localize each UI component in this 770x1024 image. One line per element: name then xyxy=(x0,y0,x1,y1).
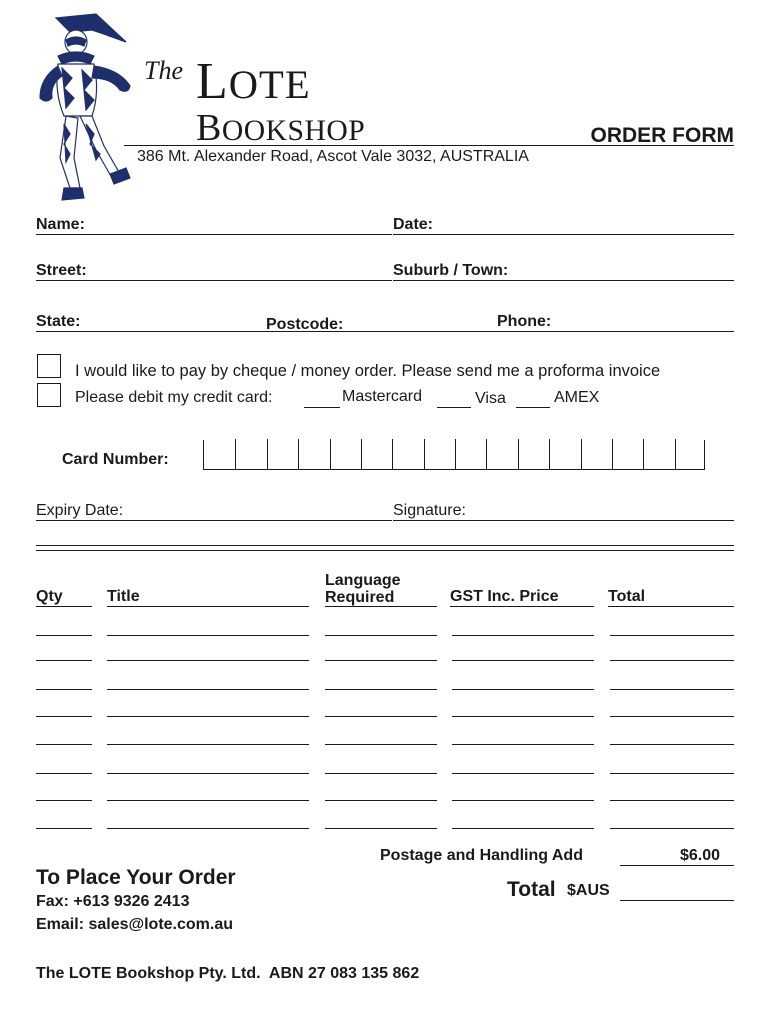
logo-bookshop-initial: B xyxy=(196,107,222,149)
mastercard-blank[interactable] xyxy=(304,407,340,408)
order-qty-field[interactable] xyxy=(36,800,92,801)
name-field[interactable] xyxy=(36,234,392,235)
order-title-field[interactable] xyxy=(107,689,309,690)
state-field[interactable] xyxy=(36,331,262,332)
order-language-field[interactable] xyxy=(325,744,437,745)
card-number-cell-divider xyxy=(675,439,676,469)
suburb-label: Suburb / Town: xyxy=(393,262,509,279)
order-language-field[interactable] xyxy=(325,716,437,717)
signature-label: Signature: xyxy=(393,502,466,519)
suburb-field[interactable] xyxy=(393,280,734,281)
order-price-field[interactable] xyxy=(452,773,594,774)
order-language-field[interactable] xyxy=(325,635,437,636)
price-header-rule xyxy=(450,606,594,607)
language-header-line1: Language xyxy=(325,572,401,589)
order-total-field[interactable] xyxy=(610,773,734,774)
order-total-field[interactable] xyxy=(610,689,734,690)
cheque-checkbox[interactable] xyxy=(37,354,61,378)
order-price-field[interactable] xyxy=(452,744,594,745)
language-header-line2: Required xyxy=(325,589,395,606)
order-total-field[interactable] xyxy=(610,828,734,829)
mastercard-label: Mastercard xyxy=(342,388,423,405)
order-title-field[interactable] xyxy=(107,828,309,829)
order-qty-field[interactable] xyxy=(36,744,92,745)
order-language-field[interactable] xyxy=(325,660,437,661)
order-language-field[interactable] xyxy=(325,689,437,690)
street-label: Street: xyxy=(36,262,87,279)
order-qty-field[interactable] xyxy=(36,828,92,829)
postcode-field[interactable] xyxy=(262,331,498,332)
card-number-cell-divider xyxy=(330,439,331,469)
language-header-rule xyxy=(325,606,437,607)
contact-email: Email: sales@lote.com.au xyxy=(36,916,234,933)
card-number-cell-divider xyxy=(455,439,456,469)
order-title-field[interactable] xyxy=(107,773,309,774)
postage-value: $6.00 xyxy=(680,847,721,864)
order-language-field[interactable] xyxy=(325,773,437,774)
cheque-option-label: I would like to pay by cheque / money order. Please send me a proforma invoice xyxy=(75,362,661,380)
credit-card-checkbox[interactable] xyxy=(37,383,61,407)
order-total-field[interactable] xyxy=(610,660,734,661)
order-form-title: ORDER FORM xyxy=(590,124,734,147)
order-total-field[interactable] xyxy=(610,744,734,745)
card-number-cell-divider xyxy=(235,439,236,469)
total-header-rule xyxy=(608,606,734,607)
order-total-field[interactable] xyxy=(610,800,734,801)
total-label: Total xyxy=(507,878,556,901)
section-divider-top xyxy=(36,545,734,546)
phone-label: Phone: xyxy=(497,313,552,330)
order-title-field[interactable] xyxy=(107,635,309,636)
harlequin-logo-icon xyxy=(34,12,136,204)
phone-field[interactable] xyxy=(497,331,734,332)
signature-field[interactable] xyxy=(393,520,734,521)
section-divider-bottom xyxy=(36,550,734,551)
amex-label: AMEX xyxy=(554,389,600,406)
card-number-cell-divider xyxy=(267,439,268,469)
card-number-cell-divider xyxy=(298,439,299,469)
credit-card-option-label: Please debit my credit card: xyxy=(75,389,273,406)
order-title-field[interactable] xyxy=(107,660,309,661)
visa-label: Visa xyxy=(475,390,506,407)
card-number-cell-divider xyxy=(486,439,487,469)
total-header: Total xyxy=(608,588,646,605)
order-qty-field[interactable] xyxy=(36,716,92,717)
order-price-field[interactable] xyxy=(452,828,594,829)
price-header: GST Inc. Price xyxy=(450,588,559,605)
order-qty-field[interactable] xyxy=(36,689,92,690)
order-title-field[interactable] xyxy=(107,716,309,717)
date-label: Date: xyxy=(393,216,434,233)
expiry-label: Expiry Date: xyxy=(36,502,124,519)
title-header-rule xyxy=(107,606,309,607)
logo-lote xyxy=(196,52,311,111)
visa-blank[interactable] xyxy=(437,407,471,408)
logo-the: The xyxy=(144,56,183,85)
order-price-field[interactable] xyxy=(452,716,594,717)
order-total-field[interactable] xyxy=(610,716,734,717)
name-label: Name: xyxy=(36,216,85,233)
order-price-field[interactable] xyxy=(452,660,594,661)
order-title-field[interactable] xyxy=(107,800,309,801)
order-price-field[interactable] xyxy=(452,689,594,690)
order-qty-field[interactable] xyxy=(36,660,92,661)
expiry-field[interactable] xyxy=(36,520,392,521)
card-number-cell-divider xyxy=(581,439,582,469)
date-field[interactable] xyxy=(393,234,734,235)
card-number-cell-divider xyxy=(612,439,613,469)
qty-header-rule xyxy=(36,606,92,607)
postcode-label: Postcode: xyxy=(266,316,344,333)
order-qty-field[interactable] xyxy=(36,773,92,774)
total-field[interactable] xyxy=(620,900,734,901)
order-language-field[interactable] xyxy=(325,828,437,829)
street-field[interactable] xyxy=(36,280,392,281)
card-number-cell-divider xyxy=(549,439,550,469)
contact-heading: To Place Your Order xyxy=(36,866,236,889)
order-qty-field[interactable] xyxy=(36,635,92,636)
amex-blank[interactable] xyxy=(516,407,550,408)
order-price-field[interactable] xyxy=(452,800,594,801)
total-currency: $AUS xyxy=(567,882,610,899)
card-number-cell-divider xyxy=(361,439,362,469)
order-language-field[interactable] xyxy=(325,800,437,801)
card-number-cell-divider xyxy=(643,439,644,469)
postage-label: Postage and Handling Add xyxy=(380,847,583,864)
card-number-cell-divider xyxy=(424,439,425,469)
footer-company: The LOTE Bookshop Pty. Ltd. ABN 27 083 135 862 xyxy=(36,965,420,982)
logo-lote-initial: L xyxy=(196,53,229,110)
qty-header: Qty xyxy=(36,588,63,605)
card-number-cell-divider xyxy=(392,439,393,469)
logo-lote-rest: OTE xyxy=(228,62,311,107)
order-price-field[interactable] xyxy=(452,635,594,636)
language-header xyxy=(325,572,401,606)
order-total-field[interactable] xyxy=(610,635,734,636)
address: 386 Mt. Alexander Road, Ascot Vale 3032, AUSTRALIA xyxy=(137,148,529,165)
card-number-label: Card Number: xyxy=(62,451,169,468)
state-label: State: xyxy=(36,313,81,330)
postage-rule xyxy=(620,865,734,866)
order-title-field[interactable] xyxy=(107,744,309,745)
logo-bookshop-rest: OOKSHOP xyxy=(221,115,366,147)
title-header: Title xyxy=(107,588,140,605)
logo-bookshop xyxy=(196,106,365,150)
card-number-grid[interactable] xyxy=(203,440,705,470)
contact-fax: Fax: +613 9326 2413 xyxy=(36,893,190,910)
header-rule xyxy=(124,145,734,146)
card-number-cell-divider xyxy=(518,439,519,469)
